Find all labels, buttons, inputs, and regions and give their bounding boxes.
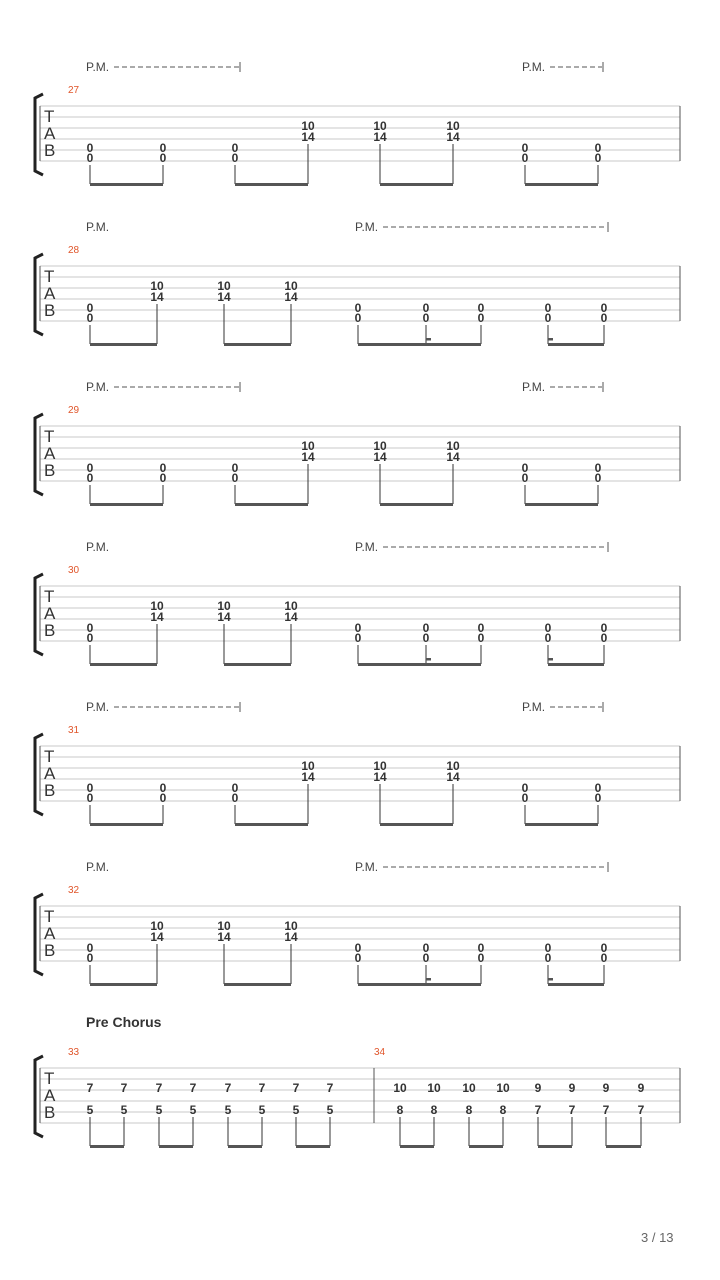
fret-number: 9: [602, 1081, 610, 1095]
fret-number: 10: [446, 119, 460, 133]
fret-number: 10: [446, 439, 460, 453]
beam: [90, 983, 157, 986]
tab-clef-letter: T: [44, 907, 55, 926]
fret-number: 0: [422, 631, 430, 645]
beam: [469, 1145, 503, 1148]
fret-number: 10: [393, 1081, 407, 1095]
fret-number: 0: [544, 631, 552, 645]
fret-number: 0: [422, 311, 430, 325]
fret-number: 0: [86, 951, 94, 965]
fret-number: 7: [326, 1081, 334, 1095]
fret-number: 0: [544, 941, 552, 955]
fret-number: 0: [521, 151, 529, 165]
fret-number: 10: [373, 759, 387, 773]
tab-system-30: [35, 540, 680, 666]
fret-number: 7: [155, 1081, 163, 1095]
fret-number: 0: [354, 311, 362, 325]
fret-number: 10: [446, 759, 460, 773]
fret-number: 7: [637, 1103, 645, 1117]
fret-number: 7: [258, 1081, 266, 1095]
fret-number: 5: [224, 1103, 232, 1117]
beam: [380, 823, 453, 826]
beam-stub: [548, 658, 553, 661]
beam: [358, 983, 481, 986]
fret-number: 14: [217, 290, 231, 304]
fret-number: 5: [326, 1103, 334, 1117]
beam: [224, 983, 291, 986]
fret-number: 0: [594, 461, 602, 475]
beam: [358, 343, 481, 346]
tab-clef-letter: A: [44, 924, 56, 943]
tab-clef-letter: B: [44, 301, 56, 320]
fret-number: 0: [422, 951, 430, 965]
fret-number: 0: [600, 951, 608, 965]
measure-number: 28: [68, 245, 80, 256]
fret-number: 10: [284, 919, 298, 933]
fret-number: 0: [521, 781, 529, 795]
fret-number: 7: [602, 1103, 610, 1117]
tab-clef-letter: B: [44, 941, 56, 960]
fret-number: 14: [301, 450, 315, 464]
fret-number: 9: [637, 1081, 645, 1095]
fret-number: 7: [86, 1081, 94, 1095]
tab-clef-letter: A: [44, 604, 56, 623]
fret-number: 0: [86, 461, 94, 475]
fret-number: 5: [155, 1103, 163, 1117]
fret-number: 0: [354, 951, 362, 965]
fret-number: 0: [544, 311, 552, 325]
fret-number: 0: [159, 781, 167, 795]
fret-number: 14: [150, 930, 164, 944]
fret-number: 14: [301, 770, 315, 784]
tab-clef-letter: T: [44, 107, 55, 126]
fret-number: 5: [120, 1103, 128, 1117]
beam: [525, 823, 598, 826]
fret-number: 10: [150, 919, 164, 933]
beam: [548, 663, 604, 666]
fret-number: 14: [373, 450, 387, 464]
beam: [606, 1145, 641, 1148]
fret-number: 8: [465, 1103, 473, 1117]
measure-number: 32: [68, 885, 80, 896]
fret-number: 7: [568, 1103, 576, 1117]
fret-number: 10: [217, 279, 231, 293]
fret-number: 0: [86, 301, 94, 315]
fret-number: 8: [396, 1103, 404, 1117]
fret-number: 0: [544, 951, 552, 965]
fret-number: 0: [477, 631, 485, 645]
fret-number: 0: [422, 941, 430, 955]
palm-mute-label: P.M.: [522, 380, 546, 394]
measure-number: 33: [68, 1047, 80, 1058]
fret-number: 14: [373, 130, 387, 144]
fret-number: 0: [86, 791, 94, 805]
fret-number: 9: [534, 1081, 542, 1095]
fret-number: 10: [284, 599, 298, 613]
tab-clef-letter: B: [44, 621, 56, 640]
palm-mute-label: P.M.: [355, 220, 379, 234]
fret-number: 0: [231, 141, 239, 155]
tab-clef-letter: T: [44, 1069, 55, 1088]
beam: [90, 343, 157, 346]
fret-number: 0: [159, 151, 167, 165]
fret-number: 0: [159, 471, 167, 485]
fret-number: 14: [446, 450, 460, 464]
beam-stub: [426, 658, 431, 661]
fret-number: 10: [427, 1081, 441, 1095]
fret-number: 14: [284, 290, 298, 304]
palm-mute-label: P.M.: [86, 540, 110, 554]
fret-number: 10: [284, 279, 298, 293]
fret-number: 0: [86, 781, 94, 795]
fret-number: 7: [224, 1081, 232, 1095]
fret-number: 14: [150, 610, 164, 624]
tab-clef-letter: A: [44, 124, 56, 143]
fret-number: 0: [600, 941, 608, 955]
fret-number: 0: [86, 311, 94, 325]
fret-number: 10: [217, 919, 231, 933]
fret-number: 7: [292, 1081, 300, 1095]
tab-system-27: [35, 60, 680, 186]
fret-number: 14: [217, 610, 231, 624]
palm-mute-label: P.M.: [522, 60, 546, 74]
fret-number: 10: [373, 119, 387, 133]
beam: [90, 503, 163, 506]
fret-number: 14: [150, 290, 164, 304]
fret-number: 0: [231, 471, 239, 485]
fret-number: 10: [301, 759, 315, 773]
tab-system-32: [35, 860, 680, 986]
beam: [90, 183, 163, 186]
beam-stub: [426, 978, 431, 981]
fret-number: 14: [373, 770, 387, 784]
tab-clef-letter: B: [44, 1103, 56, 1122]
fret-number: 5: [86, 1103, 94, 1117]
fret-number: 10: [462, 1081, 476, 1095]
fret-number: 0: [86, 471, 94, 485]
fret-number: 10: [150, 279, 164, 293]
beam: [380, 503, 453, 506]
palm-mute-label: P.M.: [355, 860, 379, 874]
tab-clef-letter: A: [44, 764, 56, 783]
tab-clef-letter: B: [44, 461, 56, 480]
fret-number: 0: [231, 461, 239, 475]
fret-number: 14: [217, 930, 231, 944]
fret-number: 10: [301, 119, 315, 133]
fret-number: 7: [189, 1081, 197, 1095]
tab-clef-letter: T: [44, 587, 55, 606]
fret-number: 0: [544, 301, 552, 315]
fret-number: 0: [594, 141, 602, 155]
fret-number: 0: [159, 141, 167, 155]
palm-mute-label: P.M.: [86, 380, 110, 394]
fret-number: 0: [477, 311, 485, 325]
beam: [235, 183, 308, 186]
fret-number: 0: [477, 301, 485, 315]
fret-number: 10: [496, 1081, 510, 1095]
beam: [159, 1145, 193, 1148]
fret-number: 0: [521, 461, 529, 475]
fret-number: 0: [422, 301, 430, 315]
tab-system-31: [35, 700, 680, 826]
fret-number: 0: [159, 791, 167, 805]
fret-number: 0: [521, 471, 529, 485]
beam-stub: [548, 338, 553, 341]
tab-clef-letter: A: [44, 284, 56, 303]
fret-number: 0: [600, 301, 608, 315]
fret-number: 0: [231, 151, 239, 165]
fret-number: 0: [600, 311, 608, 325]
palm-mute-label: P.M.: [522, 700, 546, 714]
beam: [525, 503, 598, 506]
measure-number: 27: [68, 85, 80, 96]
fret-number: 0: [594, 151, 602, 165]
fret-number: 10: [217, 599, 231, 613]
beam: [90, 663, 157, 666]
fret-number: 0: [354, 941, 362, 955]
fret-number: 0: [231, 791, 239, 805]
beam: [380, 183, 453, 186]
tab-clef-letter: T: [44, 747, 55, 766]
fret-number: 0: [422, 621, 430, 635]
measure-number: 31: [68, 725, 80, 736]
fret-number: 8: [430, 1103, 438, 1117]
beam: [228, 1145, 262, 1148]
fret-number: 0: [594, 471, 602, 485]
fret-number: 14: [284, 930, 298, 944]
fret-number: 0: [86, 151, 94, 165]
fret-number: 0: [594, 781, 602, 795]
section-label: Pre Chorus: [86, 1014, 162, 1030]
tab-clef-letter: B: [44, 141, 56, 160]
fret-number: 9: [568, 1081, 576, 1095]
fret-number: 7: [120, 1081, 128, 1095]
fret-number: 0: [354, 301, 362, 315]
fret-number: 0: [477, 941, 485, 955]
beam: [90, 1145, 124, 1148]
fret-number: 0: [86, 141, 94, 155]
beam: [296, 1145, 330, 1148]
beam: [224, 343, 291, 346]
fret-number: 0: [354, 631, 362, 645]
fret-number: 8: [499, 1103, 507, 1117]
beam-stub: [548, 978, 553, 981]
palm-mute-label: P.M.: [86, 700, 110, 714]
beam: [235, 503, 308, 506]
fret-number: 0: [477, 621, 485, 635]
fret-number: 0: [600, 621, 608, 635]
tab-clef-letter: T: [44, 427, 55, 446]
beam: [235, 823, 308, 826]
page-indicator: 3 / 13: [641, 1230, 674, 1245]
fret-number: 10: [373, 439, 387, 453]
fret-number: 10: [301, 439, 315, 453]
fret-number: 0: [159, 461, 167, 475]
tab-clef-letter: A: [44, 1086, 56, 1105]
tab-system-33-34: [35, 1014, 680, 1148]
fret-number: 5: [258, 1103, 266, 1117]
beam: [525, 183, 598, 186]
palm-mute-label: P.M.: [86, 220, 110, 234]
fret-number: 0: [86, 941, 94, 955]
fret-number: 0: [544, 621, 552, 635]
fret-number: 0: [86, 631, 94, 645]
fret-number: 14: [446, 130, 460, 144]
fret-number: 0: [477, 951, 485, 965]
fret-number: 5: [292, 1103, 300, 1117]
fret-number: 14: [284, 610, 298, 624]
beam: [358, 663, 481, 666]
beam: [538, 1145, 572, 1148]
fret-number: 14: [446, 770, 460, 784]
tab-system-28: [35, 220, 680, 346]
beam-stub: [426, 338, 431, 341]
fret-number: 0: [354, 621, 362, 635]
fret-number: 0: [594, 791, 602, 805]
fret-number: 10: [150, 599, 164, 613]
beam: [90, 823, 163, 826]
fret-number: 0: [521, 141, 529, 155]
fret-number: 7: [534, 1103, 542, 1117]
tab-clef-letter: T: [44, 267, 55, 286]
tab-clef-letter: B: [44, 781, 56, 800]
palm-mute-label: P.M.: [355, 540, 379, 554]
fret-number: 0: [600, 631, 608, 645]
beam: [224, 663, 291, 666]
fret-number: 0: [521, 791, 529, 805]
fret-number: 14: [301, 130, 315, 144]
tab-clef-letter: A: [44, 444, 56, 463]
beam: [400, 1145, 434, 1148]
palm-mute-label: P.M.: [86, 60, 110, 74]
beam: [548, 343, 604, 346]
measure-number: 29: [68, 405, 80, 416]
fret-number: 0: [86, 621, 94, 635]
fret-number: 0: [231, 781, 239, 795]
measure-number: 30: [68, 565, 80, 576]
fret-number: 5: [189, 1103, 197, 1117]
beam: [548, 983, 604, 986]
tab-system-29: [35, 380, 680, 506]
measure-number: 34: [374, 1047, 386, 1058]
palm-mute-label: P.M.: [86, 860, 110, 874]
